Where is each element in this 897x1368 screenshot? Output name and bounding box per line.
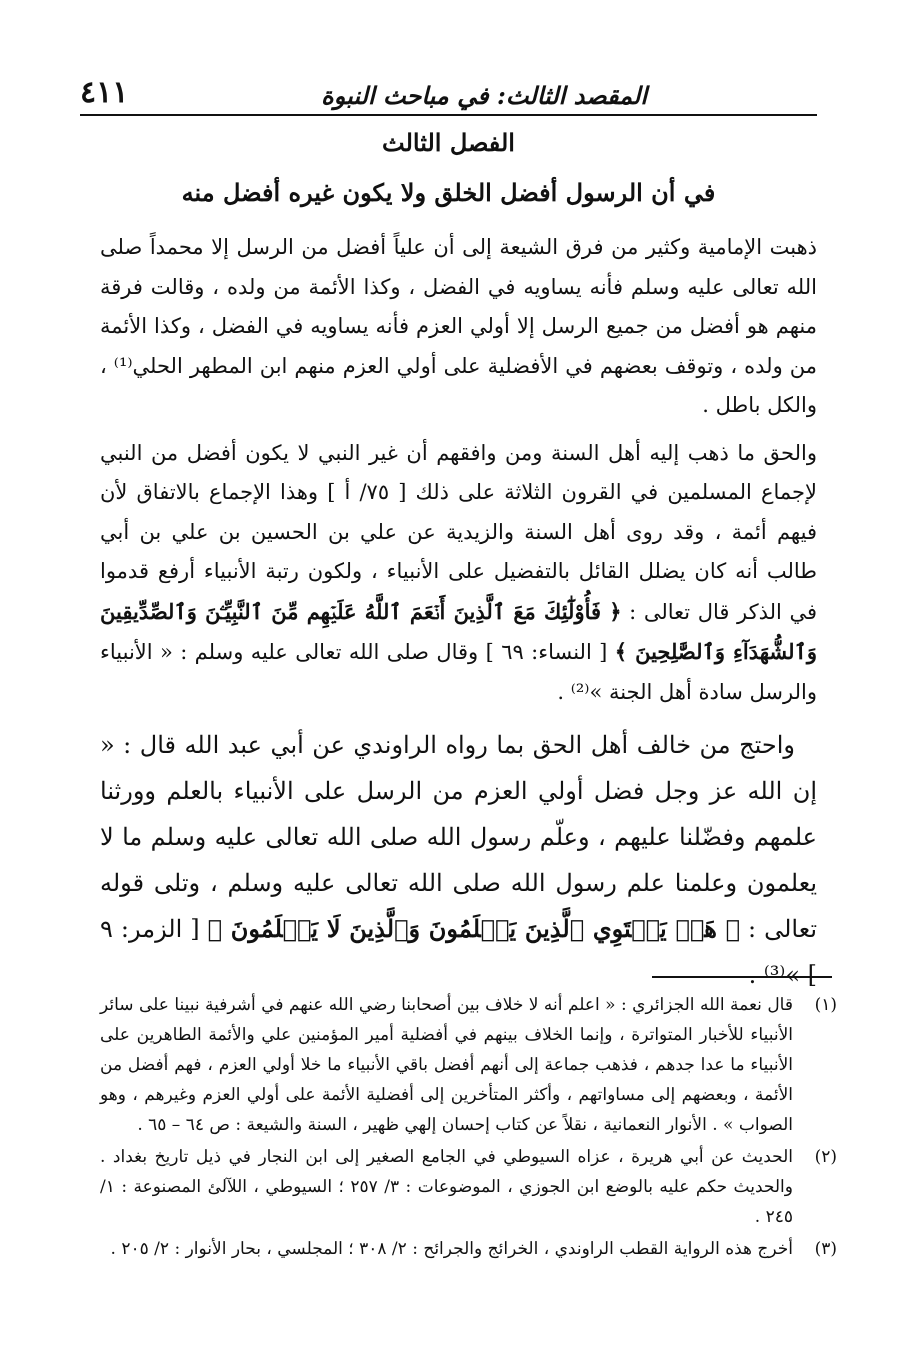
body-text [100, 228, 817, 1006]
quran-verse-nisa: ﴿ فَأُوْلَٰٓئِكَ مَعَ ٱلَّذِينَ أَنۡعَمَ ٱللَّهُ عَلَيۡهِم مِّنَ ٱلنَّبِيِّـۧنَ وَٱلصِّدِّيقِينَ وَٱلشُّهَدَآءِ وَٱلصَّٰلِحِينَ ﴾ [100, 598, 817, 664]
chapter-title: الفصل الثالث [382, 128, 515, 157]
paragraph-3-text: واحتج من خالف أهل الحق بما رواه الراوندي عن أبي عبد الله قال : « إن الله عز وجل فضل أولي العزم من الرسل على الأنبياء بالعلم وورثنا علمهم وفضّلنا عليهم ، وعلّم رسول الله صلى الله تعالى عليه وسلم ما لا يعلمون وعلمنا علم رسول الله صلى الله تعالى عليه وسلم ، وتلى قوله تعالى : [100, 731, 817, 943]
quran-verse-zumar: ﴿ هَلۡ يَسۡتَوِي ٱلَّذِينَ يَعۡلَمُونَ وَٱلَّذِينَ لَا يَعۡلَمُونَ ﴾ [207, 914, 741, 943]
running-title: المقصد الثالث: في مباحث النبوة [321, 81, 647, 110]
page-header [80, 62, 817, 116]
footnote-text: قال نعمة الله الجزائري : « اعلم أنه لا خلاف بين أصحابنا رضي الله عنهم في أشرفية نبينا على سائر الأنبياء للأخبار المتواترة ، وإنما الخلاف بينهم في أفضلية أمير المؤمنين علي والأئمة الطاهرين على الأنبياء ما عدا جدهم ، فذهب جماعة إلى أنهم أفضل باقي الأنبياء ما خلا أولي العزم ، فهم أفضل من الأئمة ، وبعضهم إلى مساواتهم ، وأكثر المتأخرين إلى أفضلية الأئمة على أولي العزم وغيرهم ، وهو الصواب » . الأنوار النعمانية ، نقلاً عن كتاب إحسان إلهي ظهير ، السنة والشيعة : ص ٦٤ – ٦٥ . [100, 995, 793, 1135]
footnote [100, 1234, 837, 1264]
section-title: في أن الرسول أفضل الخلق ولا يكون غيره أفضل منه [181, 178, 716, 207]
footnote [100, 1142, 837, 1232]
paragraph-2-text: والحق ما ذهب إليه أهل السنة ومن وافقهم أن غير النبي لا يكون أفضل من النبي لإجماع المسلمين في القرون الثلاثة على ذلك [ ٧٥/ أ ] وهذا الإجماع بالاتفاق لأن فيهم أئمة ، وقد روى أهل السنة والزيدية عن علي بن الحسين بن علي بن أبي طالب أنه كان يضلل القائل بالتفضيل على الأنبياء ، ولكون رتبة الأنبياء أرفع قدموا في الذكر قال تعالى : [100, 440, 817, 624]
paragraph-2-hadith: وقال صلى الله تعالى عليه وسلم : « الأنبياء والرسل سادة أهل الجنة »⁽²⁾ . [100, 640, 817, 704]
paragraph-3 [100, 722, 817, 998]
quran-ref-zumar: [ الزمر: ٩ ] »⁽³⁾ . [100, 915, 817, 989]
paragraph-2 [100, 434, 817, 713]
paragraph-1: ذهبت الإمامية وكثير من فرق الشيعة إلى أن علياً أفضل من الرسل إلا محمداً صلى الله تعالى عليه وسلم فأنه يساويه في الفضل ، وكذا الأئمة من ولده ، وقالت فرقة منهم هو أفضل من جميع الرسل إلا أولي العزم فأنه يساويه في الفضل ، وكذا الأئمة من ولده ، وتوقف بعضهم في الأفضلية على أولي العزم منهم ابن المطهر الحلي⁽¹⁾ ، والكل باطل . [100, 235, 817, 417]
footnote-number: (١) [814, 995, 837, 1015]
page-number: ٤١١ [80, 75, 129, 110]
footnote [100, 990, 837, 1140]
footnote-divider [652, 976, 832, 978]
footnote-text: الحديث عن أبي هريرة ، عزاه السيوطي في الجامع الصغير إلى ابن النجار في ذيل تاريخ بغداد . والحديث حكم عليه بالوضع ابن الجوزي ، الموضوعات : ٣/ ٢٥٧ ؛ السيوطي ، اللآلئ المصنوعة : ١/ ٢٤٥ . [100, 1147, 793, 1227]
quran-ref-nisa: [ النساء: ٦٩ ] [485, 640, 608, 664]
footnote-number: (٢) [814, 1147, 837, 1167]
footnote-text: أخرج هذه الرواية القطب الراوندي ، الخرائج والجرائح : ٢/ ٣٠٨ ؛ المجلسي ، بحار الأنوار : ٢/ ٢٠٥ . [110, 1239, 793, 1259]
footnote-number: (٣) [814, 1239, 837, 1259]
footnotes [100, 990, 837, 1266]
